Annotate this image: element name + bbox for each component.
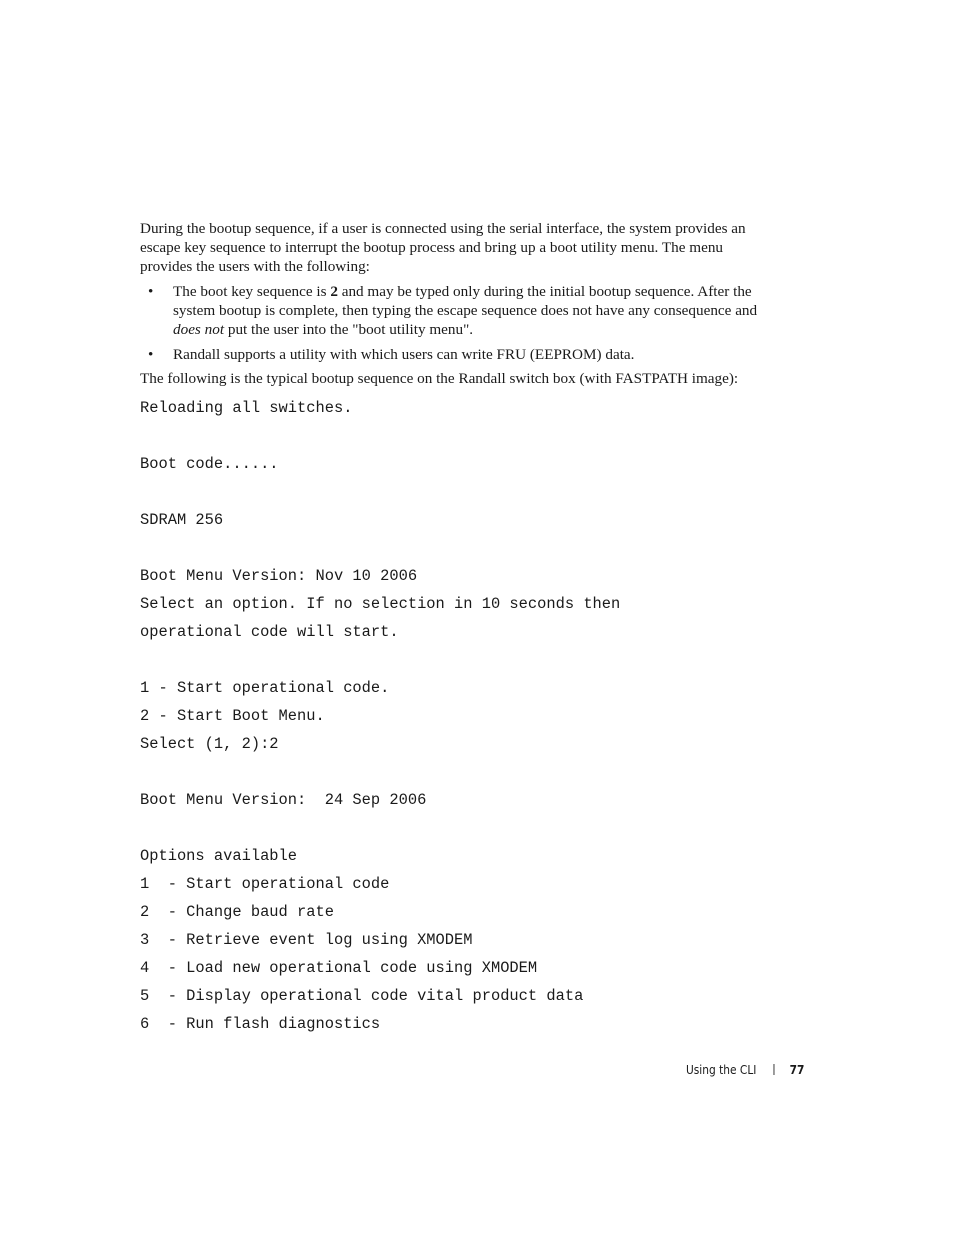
intro-paragraph: During the bootup sequence, if a user is connected using the serial interface, the system provides an escape key sequence to interrupt the bootup process and bring up a boot utility menu. The menu provides the users with the following: bbox=[140, 220, 746, 275]
footer-section-title: Using the CLI bbox=[686, 1062, 757, 1077]
bullet-marker: • bbox=[148, 283, 154, 300]
code-line: Select (1, 2):2 bbox=[140, 735, 279, 753]
code-line bbox=[140, 422, 620, 450]
emphasis-text: does not bbox=[173, 321, 225, 338]
code-line: Boot Menu Version: 24 Sep 2006 bbox=[140, 791, 427, 809]
bullet-text-part: put the user into the "boot utility menu". bbox=[224, 321, 474, 338]
code-line: Reloading all switches. bbox=[140, 399, 353, 417]
code-line: 1 - Start operational code bbox=[140, 875, 390, 893]
bullet-text-part: The boot key sequence is bbox=[173, 283, 331, 300]
code-line bbox=[140, 646, 620, 674]
code-line bbox=[140, 814, 620, 842]
code-line: Select an option. If no selection in 10 seconds then bbox=[140, 595, 621, 613]
page-footer bbox=[686, 1062, 804, 1078]
code-line: 2 - Start Boot Menu. bbox=[140, 707, 325, 725]
code-line: Options available bbox=[140, 847, 298, 865]
bootup-code-listing bbox=[140, 394, 620, 1038]
code-line bbox=[140, 534, 620, 562]
bullet-marker: • bbox=[148, 346, 154, 363]
code-line: Boot code...... bbox=[140, 455, 279, 473]
bullet-item-boot-key bbox=[140, 282, 760, 339]
code-line: 2 - Change baud rate bbox=[140, 903, 334, 921]
feature-bullet-list bbox=[140, 282, 760, 370]
bootup-sequence-intro: The following is the typical bootup sequence on the Randall switch box (with FASTPATH image): bbox=[140, 370, 739, 387]
code-line: 1 - Start operational code. bbox=[140, 679, 390, 697]
code-line: 6 - Run flash diagnostics bbox=[140, 1015, 381, 1033]
code-line: 5 - Display operational code vital product data bbox=[140, 987, 584, 1005]
code-line bbox=[140, 758, 620, 786]
code-line: Boot Menu Version: Nov 10 2006 bbox=[140, 567, 418, 585]
code-line bbox=[140, 478, 620, 506]
footer-separator bbox=[773, 1064, 774, 1075]
bullet-text-part: and may be typed only during the initial bootup sequence. After the system bootup is complete, then typing the escape sequence does not have any consequence and bbox=[173, 283, 758, 319]
code-line: operational code will start. bbox=[140, 623, 399, 641]
code-line: 3 - Retrieve event log using XMODEM bbox=[140, 931, 473, 949]
page-number: 77 bbox=[789, 1062, 805, 1077]
code-line: SDRAM 256 bbox=[140, 511, 224, 529]
bullet-text: Randall supports a utility with which users can write FRU (EEPROM) data. bbox=[173, 346, 635, 363]
code-line: 4 - Load new operational code using XMODEM bbox=[140, 959, 538, 977]
boot-key-value: 2 bbox=[330, 283, 338, 300]
bullet-item-fru-utility bbox=[140, 345, 760, 364]
